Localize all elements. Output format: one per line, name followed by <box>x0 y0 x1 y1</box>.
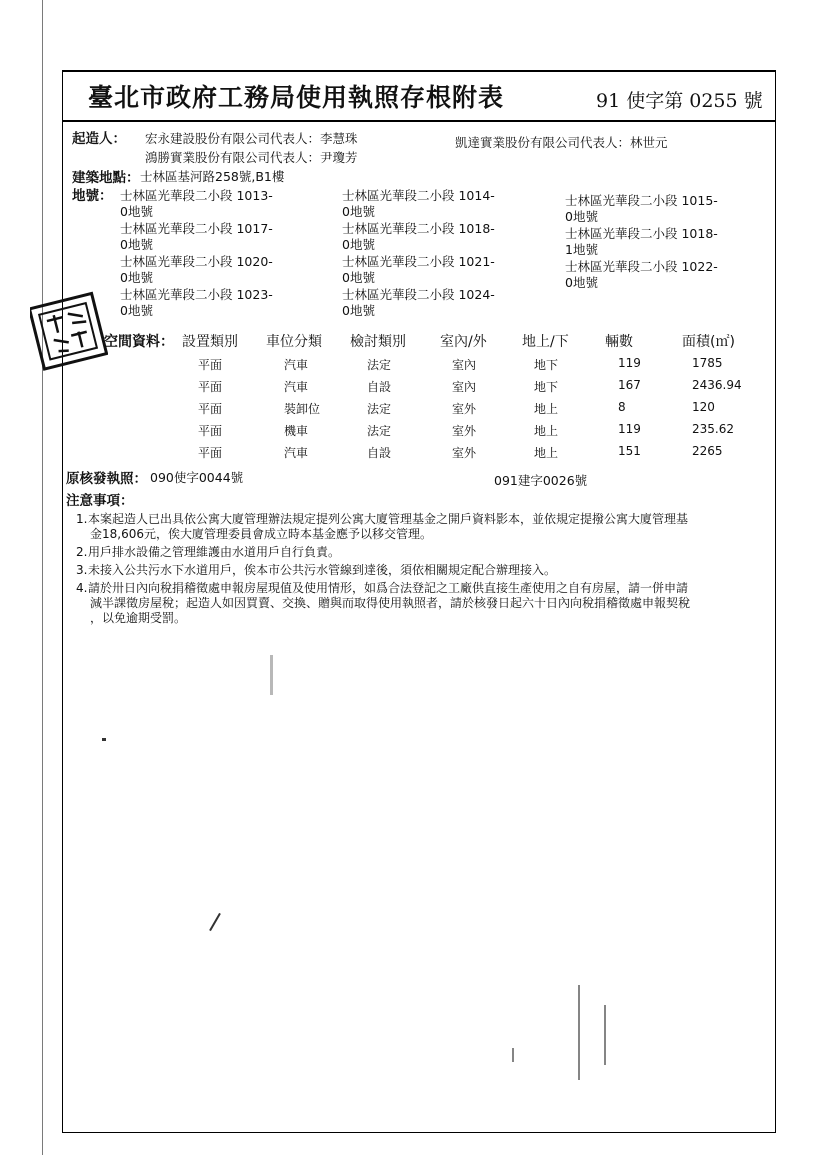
parking-cell: 2436.94 <box>692 378 742 392</box>
note-text: 用戶排水設備之管理維護由水道用戶自行負責。 <box>88 545 341 559</box>
parking-cell: 平面 <box>198 402 223 416</box>
parking-cell: 法定 <box>367 424 392 438</box>
parking-header-cell: 車位分類 <box>266 334 322 350</box>
seal-stamp-icon <box>30 290 108 372</box>
lot-suffix: 0地號 <box>342 303 375 318</box>
lot-label: 地號： <box>72 188 113 204</box>
lot-number: 士林區光華段二小段 1023- <box>120 287 273 302</box>
scan-speck <box>578 985 580 1080</box>
parking-header-cell: 輛數 <box>605 334 633 350</box>
lot-suffix: 0地號 <box>120 237 153 252</box>
parking-cell: 151 <box>618 444 641 458</box>
applicant-3: 鴻勝實業股份有限公司代表人：尹瓊芳 <box>145 150 358 165</box>
parking-label: 空間資料： <box>104 334 174 350</box>
applicant-2: 凱達實業股份有限公司代表人：林世元 <box>455 135 668 150</box>
note-line <box>76 581 776 596</box>
lot-number: 士林區光華段二小段 1015- <box>565 193 718 208</box>
lot-suffix: 0地號 <box>565 209 598 224</box>
parking-cell: 119 <box>618 422 641 436</box>
lot-number: 士林區光華段二小段 1017- <box>120 221 273 236</box>
scan-edge-line <box>42 0 43 1155</box>
header-rule <box>62 120 776 122</box>
lot-number: 士林區光華段二小段 1020- <box>120 254 273 269</box>
lot-number: 士林區光華段二小段 1018- <box>342 221 495 236</box>
parking-cell: 自設 <box>367 380 392 394</box>
note-text: 減半課徵房屋稅；起造人如因買賣、交換、贈與而取得使用執照者，請於核發日起六十日內向稅捐稽徵處申報契稅 <box>90 596 691 610</box>
note-line <box>90 596 790 611</box>
lot-suffix: 0地號 <box>565 275 598 290</box>
address-label: 建築地點： <box>72 170 140 186</box>
address-value: 士林區基河路258號,B1樓 <box>140 169 285 184</box>
lot-number: 士林區光華段二小段 1022- <box>565 259 718 274</box>
parking-header-cell: 面積(㎡) <box>682 334 735 350</box>
parking-cell: 地下 <box>534 380 559 394</box>
parking-cell: 平面 <box>198 358 223 372</box>
note-line <box>76 545 776 560</box>
parking-cell: 汽車 <box>284 446 309 460</box>
lot-suffix: 0地號 <box>120 270 153 285</box>
parking-header-cell: 檢討類別 <box>350 334 406 350</box>
lot-suffix: 0地號 <box>342 270 375 285</box>
parking-cell: 室內 <box>452 358 477 372</box>
note-text: 請於卅日內向稅捐稽徵處申報房屋現值及使用情形，如爲合法登記之工廠供直接生產使用之自有房屋，請一併申請 <box>88 581 689 595</box>
permit-number: 91 使字第 0255 號 <box>596 90 763 112</box>
scan-speck <box>270 655 273 695</box>
parking-cell: 167 <box>618 378 641 392</box>
note-line <box>76 512 776 527</box>
parking-cell: 地下 <box>534 358 559 372</box>
parking-cell: 法定 <box>367 402 392 416</box>
note-text: 金18,606元，俟大廈管理委員會成立時本基金應予以移交管理。 <box>90 527 432 541</box>
note-number: 1. <box>76 512 88 526</box>
applicant-label: 起造人： <box>72 131 126 147</box>
lot-number: 士林區光華段二小段 1018- <box>565 226 718 241</box>
parking-cell: 機車 <box>284 424 309 438</box>
note-text: 未接入公共污水下水道用戶，俟本市公共污水管線到達後，須依相關規定配合辦理接入。 <box>88 563 557 577</box>
parking-cell: 裝卸位 <box>284 402 321 416</box>
parking-cell: 室內 <box>452 380 477 394</box>
original-use-permit: 090使字0044號 <box>150 470 244 485</box>
lot-suffix: 0地號 <box>342 237 375 252</box>
lot-number: 士林區光華段二小段 1014- <box>342 188 495 203</box>
original-permit-label: 原核發執照： <box>66 471 147 487</box>
parking-header-cell: 設置類別 <box>182 334 238 350</box>
parking-cell: 120 <box>692 400 715 414</box>
lot-suffix: 0地號 <box>342 204 375 219</box>
scan-speck <box>512 1048 514 1062</box>
parking-cell: 平面 <box>198 446 223 460</box>
parking-cell: 汽車 <box>284 358 309 372</box>
note-text: 本案起造人已出具依公寓大廈管理辦法規定提列公寓大廈管理基金之開戶資料影本，並依規定提撥公寓大廈管理基 <box>88 512 689 526</box>
note-line <box>90 611 790 626</box>
parking-cell: 2265 <box>692 444 723 458</box>
parking-cell: 汽車 <box>284 380 309 394</box>
parking-header-cell: 地上/下 <box>522 334 569 350</box>
note-number: 4. <box>76 581 88 595</box>
parking-cell: 室外 <box>452 402 477 416</box>
parking-cell: 地上 <box>534 424 559 438</box>
notes-label: 注意事項： <box>66 493 134 509</box>
parking-cell: 室外 <box>452 424 477 438</box>
parking-cell: 平面 <box>198 424 223 438</box>
document-title: 臺北市政府工務局使用執照存根附表 <box>88 83 505 112</box>
lot-suffix: 0地號 <box>120 303 153 318</box>
lot-number: 士林區光華段二小段 1021- <box>342 254 495 269</box>
parking-cell: 地上 <box>534 402 559 416</box>
parking-cell: 自設 <box>367 446 392 460</box>
parking-cell: 235.62 <box>692 422 734 436</box>
scan-speck <box>604 1005 606 1065</box>
lot-suffix: 0地號 <box>120 204 153 219</box>
parking-cell: 119 <box>618 356 641 370</box>
lot-suffix: 1地號 <box>565 242 598 257</box>
note-line <box>90 527 790 542</box>
parking-cell: 地上 <box>534 446 559 460</box>
applicant-1: 宏永建設股份有限公司代表人：李慧珠 <box>145 131 358 146</box>
parking-header-cell: 室內/外 <box>440 334 487 350</box>
lot-number: 士林區光華段二小段 1024- <box>342 287 495 302</box>
note-text: ，以免逾期受罰。 <box>90 611 187 625</box>
parking-cell: 平面 <box>198 380 223 394</box>
scan-speck <box>102 738 106 741</box>
parking-cell: 法定 <box>367 358 392 372</box>
original-build-permit: 091建字0026號 <box>494 473 588 488</box>
parking-cell: 室外 <box>452 446 477 460</box>
note-line <box>76 563 776 578</box>
note-number: 2. <box>76 545 88 559</box>
parking-cell: 8 <box>618 400 626 414</box>
lot-number: 士林區光華段二小段 1013- <box>120 188 273 203</box>
note-number: 3. <box>76 563 88 577</box>
parking-cell: 1785 <box>692 356 723 370</box>
